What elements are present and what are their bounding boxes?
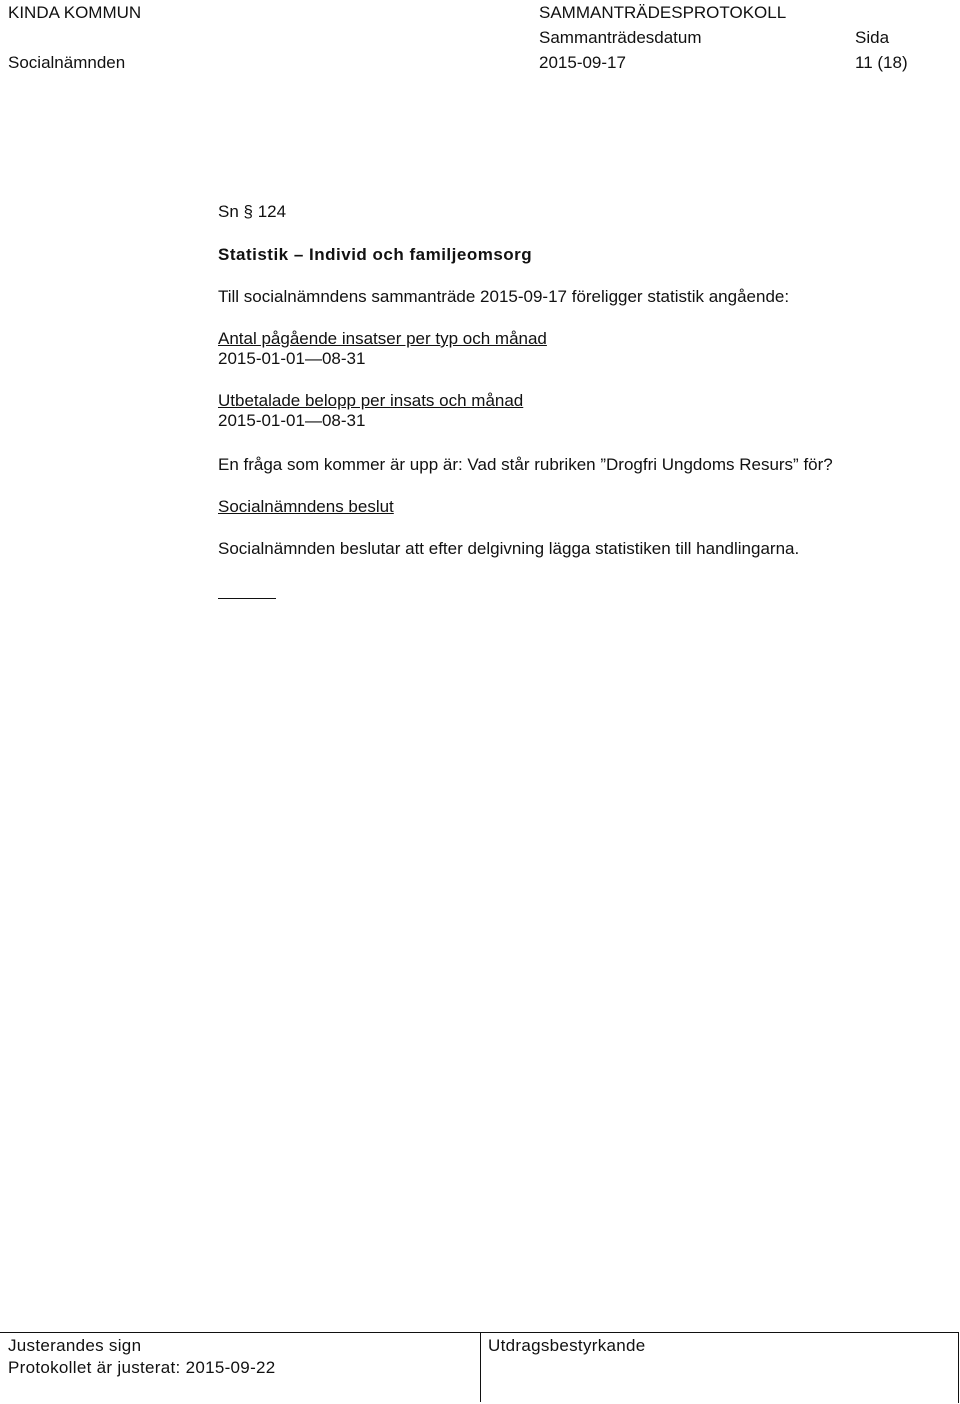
- committee-name: Socialnämnden: [8, 53, 126, 72]
- signature-label: Justerandes sign: [8, 1336, 142, 1355]
- page-number: 11 (18): [855, 53, 908, 72]
- meeting-date-label: Sammanträdesdatum: [539, 28, 702, 47]
- statistics-item-period: 2015-01-01—08-31: [218, 411, 366, 430]
- paragraph-number: Sn § 124: [218, 202, 287, 221]
- footer-divider: [480, 1332, 481, 1402]
- end-separator-line: [218, 598, 276, 599]
- section-title: Statistik – Individ och familjeomsorg: [218, 245, 533, 264]
- statistics-item-label: Utbetalade belopp per insats och månad: [218, 391, 524, 410]
- extract-certification-label: Utdragsbestyrkande: [488, 1336, 646, 1355]
- decision-heading: Socialnämndens beslut: [218, 497, 394, 516]
- intro-text: Till socialnämndens sammanträde 2015-09-17 föreligger statistik angående:: [218, 287, 790, 306]
- statistics-item-label: Antal pågående insatser per typ och månad: [218, 329, 547, 348]
- adjusted-date-text: Protokollet är justerat: 2015-09-22: [8, 1358, 276, 1377]
- question-text: En fråga som kommer är upp är: Vad står rubriken ”Drogfri Ungdoms Resurs” för?: [218, 455, 833, 474]
- document-type: SAMMANTRÄDESPROTOKOLL: [539, 3, 787, 22]
- decision-text: Socialnämnden beslutar att efter delgivning lägga statistiken till handlingarna.: [218, 539, 800, 558]
- page-label: Sida: [855, 28, 890, 47]
- statistics-item-period: 2015-01-01—08-31: [218, 349, 366, 368]
- organization-name: KINDA KOMMUN: [8, 3, 142, 22]
- meeting-date: 2015-09-17: [539, 53, 626, 72]
